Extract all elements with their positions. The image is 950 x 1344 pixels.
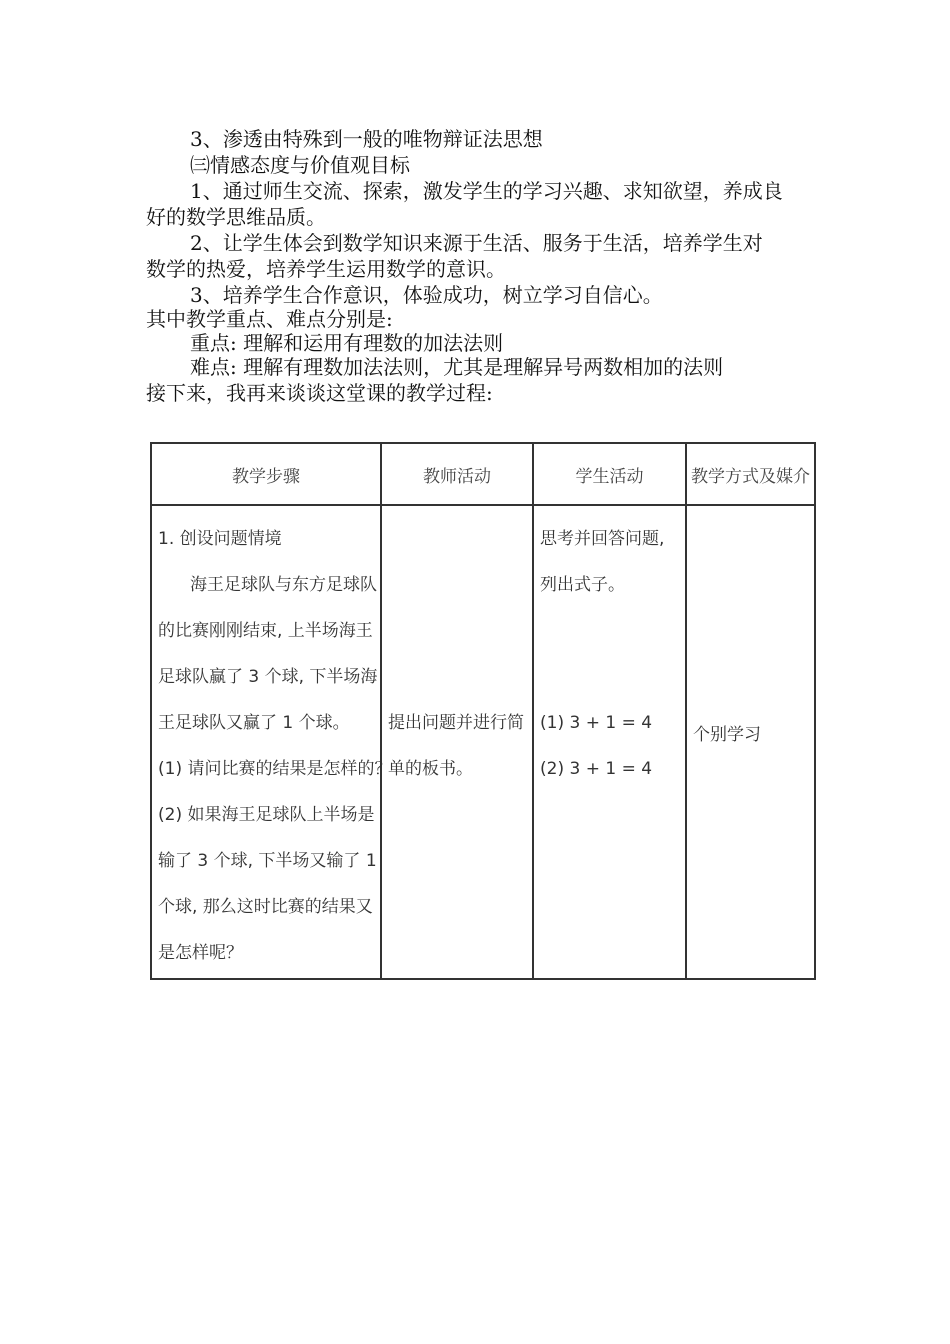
student-line: 思考并回答问题,: [540, 529, 665, 549]
paragraph-line: ㈢情感态度与价值观目标: [190, 153, 410, 177]
student-line: (1) 3 + 1 = 4: [540, 713, 653, 733]
paragraph-line: 好的数学思维品质。: [146, 205, 326, 229]
teacher-line: 单的板书。: [388, 759, 473, 779]
paragraph-line: 其中教学重点、难点分别是:: [146, 307, 393, 331]
step-line: 王足球队又赢了 1 个球。: [158, 713, 350, 733]
step-line: (2) 如果海王足球队上半场是: [158, 805, 375, 825]
paragraph-line: 接下来，我再来谈谈这堂课的教学过程:: [146, 381, 493, 405]
step-line: 是怎样呢？: [158, 943, 243, 963]
method-text: 个别学习: [693, 725, 761, 745]
step-line: 海王足球队与东方足球队: [190, 575, 377, 595]
teacher-line: 提出问题并进行简: [388, 713, 524, 733]
paragraph-line: 难点: 理解有理数加法法则，尤其是理解异号两数相加的法则: [190, 355, 724, 379]
header-method-media: 教学方式及媒介: [686, 443, 815, 505]
lesson-process-table: [150, 442, 816, 980]
table-row: [151, 505, 815, 979]
cell-teacher-activity: [381, 505, 533, 979]
cell-teaching-steps: [151, 505, 392, 979]
paragraph-line: 重点: 理解和运用有理数的加法法则: [190, 331, 504, 355]
step-line: 输了 3 个球, 下半场又输了 1: [158, 851, 377, 871]
step-line: (1) 请问比赛的结果是怎样的？: [158, 759, 392, 779]
student-line: (2) 3 + 1 = 4: [540, 759, 653, 779]
step-line: 足球队赢了 3 个球, 下半场海: [158, 667, 378, 687]
table-header-row: [151, 443, 815, 505]
student-line: 列出式子。: [540, 575, 625, 595]
step-line: 个球, 那么这时比赛的结果又: [158, 897, 373, 917]
step-line: 的比赛刚刚结束, 上半场海王: [158, 621, 373, 641]
step-line: 1. 创设问题情境: [158, 529, 282, 549]
header-teaching-steps: 教学步骤: [151, 443, 381, 505]
paragraph-line: 1、通过师生交流、探索，激发学生的学习兴趣、求知欲望，养成良: [190, 179, 783, 203]
paragraph-line: 2、让学生体会到数学知识来源于生活、服务于生活，培养学生对: [190, 231, 763, 255]
cell-student-activity: [533, 505, 686, 979]
cell-method-media: [686, 505, 815, 979]
header-student-activity: 学生活动: [533, 443, 686, 505]
header-teacher-activity: 教师活动: [381, 443, 533, 505]
lesson-process-table-wrapper: [150, 442, 814, 980]
paragraph-line: 数学的热爱，培养学生运用数学的意识。: [146, 257, 506, 281]
paragraph-line: 3、培养学生合作意识，体验成功，树立学习自信心。: [190, 283, 663, 307]
paragraph-line: 3、渗透由特殊到一般的唯物辩证法思想: [190, 127, 543, 151]
